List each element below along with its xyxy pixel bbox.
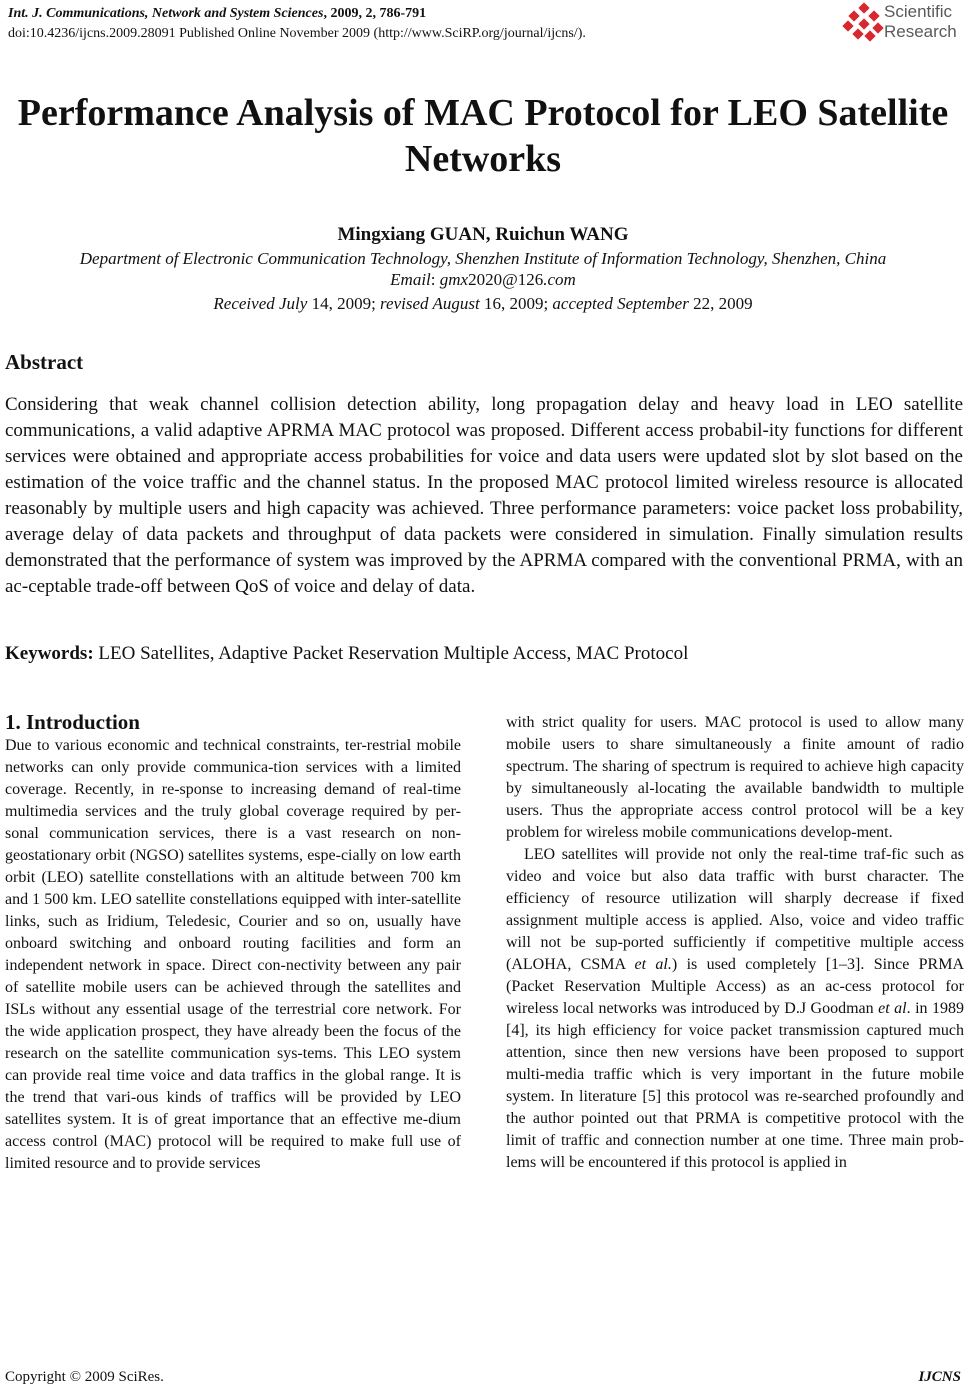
intro-paragraph-3 — [506, 844, 964, 1174]
received-date: 14, 2009; — [307, 294, 381, 313]
received-label: Received July — [213, 294, 308, 313]
paper-affiliation: Department of Electronic Communication Technology, Shenzhen Institute of Information Technology, Shenzhen, China — [79, 249, 887, 268]
paper-title: Performance Analysis of MAC Protocol for LEO Satellite Networks — [17, 92, 949, 180]
accepted-date: 22, 2009 — [688, 294, 753, 313]
intro-paragraph-1: Due to various economic and technical constraints, ter-restrial mobile networks can only provide communica-tion services with a limited coverage. Recently, in re-sponse to increasing demand of real-time multimedia services and the truly global coverage required by per-sonal communication services, there is a vast research on non-geostationary orbit (NGSO) satellites systems, espe-cially on low earth orbit (LEO) satellite constellations with an altitude between 700 km and 1 500 km. LEO satellite constellations equipped with inter-satellite links, such as Iridium, Teledesic, Courier and so on, usually have onboard switching and onboard routing facilities and form an independent network in space. Direct con-nectivity between any pair of satellite mobile users can be achieved through the satellites and ISLs without any essential usage of the terrestrial core network. For the wide application prospect, they have already been the focus of the research on the satellite communication sys-tems. This LEO system can provide real time voice and data traffics in the global range. It is the trend that vari-ous kinds of traffics will be provided by LEO satellites system. It is of great importance that an effective me-dium access control (MAC) protocol will be required to make full use of limited resource and to provide services — [5, 737, 461, 1172]
scientific-research-logo-icon — [844, 4, 884, 44]
logo-line-1: Scientific — [884, 2, 953, 21]
intro-paragraph-2: with strict quality for users. MAC protocol is used to allow many mobile users to share simultaneously a finite amount of radio spectrum. The sharing of spectrum is required to achieve high capacity by simultaneously al-locating the available bandwidth to multiple users. Thus the appropriate access control protocol will be a key problem for wireless mobile communications develop-ment. — [506, 714, 964, 841]
para3-etal-1: et al. — [634, 956, 672, 973]
left-column — [5, 735, 461, 1175]
journal-volume: , 2009, 2, 786-791 — [323, 6, 427, 21]
revised-date: 16, 2009; — [479, 294, 553, 313]
para3-part-a: LEO satellites will provide not only the real-time traf-fic such as video and voice but also data traffic with burst character. The efficiency of resource utilization will sharply decrease if fixed assignment multiple access is applied. Also, voice and video traffic will not be sup-ported sufficiently if competitive multiple access (ALOHA, CSMA — [506, 846, 964, 973]
email-label: Email — [390, 270, 431, 289]
keywords-text: LEO Satellites, Adaptive Packet Reservation Multiple Access, MAC Protocol — [93, 643, 689, 664]
received-dates — [0, 294, 966, 314]
keywords — [5, 641, 963, 667]
journal-abbr: IJCNS — [918, 1369, 961, 1385]
journal-header — [8, 4, 788, 44]
section-heading: 1. Introduction — [5, 710, 140, 734]
email-tld: .com — [543, 270, 576, 289]
doi-line: doi:10.4236/ijcns.2009.28091 Published Online November 2009 (http://www.SciRP.org/journal/ijcns/). — [8, 26, 586, 41]
para3-etal-2: et al — [878, 1000, 907, 1017]
email-user: gmx — [439, 270, 469, 289]
email-domain: 2020@126 — [468, 270, 544, 289]
logo-text — [884, 2, 957, 42]
journal-citation — [8, 4, 788, 24]
page-footer — [5, 1369, 961, 1386]
right-column — [506, 712, 964, 1174]
publisher-logo — [844, 2, 962, 48]
author-email: Email: gmx2020@126.com — [390, 270, 576, 289]
keywords-label: Keywords: — [5, 643, 94, 664]
para3-part-c: . in 1989 [4], its high efficiency for voice packet transmission captured much attention, since then new versions have been proposed to support multi-media traffic which is very important in the future mobile system. In literature [5] this protocol was re-searched profoundly and the author pointed out that PRMA is competitive protocol with the limit of traffic and connection number at one time. Three main prob-lems will be encountered if this protocol is applied in — [506, 1000, 964, 1171]
copyright: Copyright © 2009 SciRes. — [5, 1369, 164, 1385]
para3-part-b: ) is used completely [1–3]. Since PRMA (Packet Reservation Multiple Access) as an ac-cess protocol for wireless local networks was introduced by D.J Goodman — [506, 956, 964, 1017]
abstract-text: Considering that weak channel collision detection ability, long propagation delay and heavy load in LEO satellite communications, a valid adaptive APRMA MAC protocol was proposed. Different access probabil-ity functions for different services were obtained and appropriate access probabilities for voice and data users were updated slot by slot based on the estimation of the voice traffic and the channel status. In the proposed MAC protocol limited wireless resource is allocated reasonably by multiple users and high capacity was achieved. Three performance parameters: voice packet loss probability, average delay of data packets and throughput of data packets were considered in simulation. Finally simulation results demonstrated that the performance of system was improved by the APRMA compared with the conventional PRMA, with an ac-ceptable trade-off between QoS of voice and delay of data. — [5, 394, 963, 597]
accepted-label: accepted September — [552, 294, 689, 313]
paper-authors: Mingxiang GUAN, Ruichun WANG — [337, 224, 629, 245]
abstract-heading: Abstract — [5, 350, 84, 374]
logo-line-2: Research — [884, 22, 957, 41]
journal-name: Int. J. Communications, Network and System Sciences — [8, 6, 324, 21]
revised-label: revised August — [380, 294, 480, 313]
